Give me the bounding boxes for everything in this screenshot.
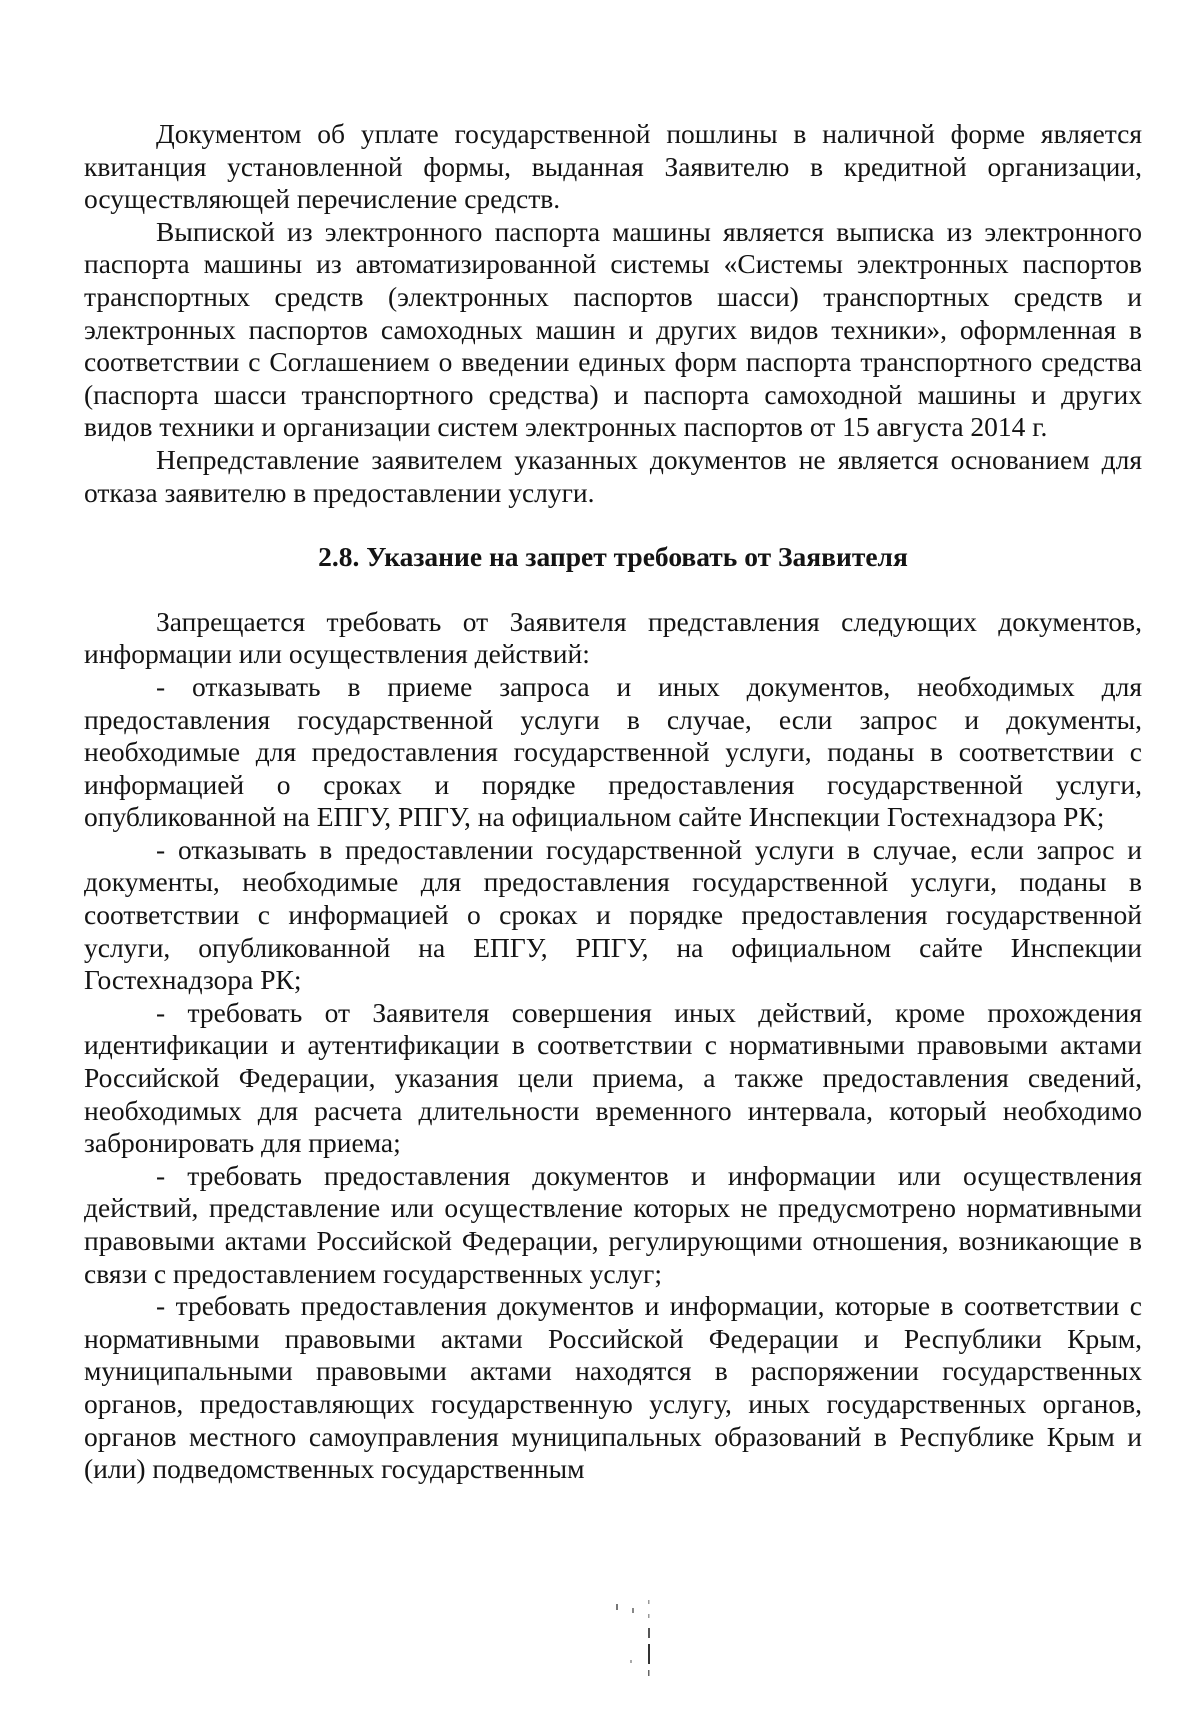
paragraph-payment-receipt: Документом об уплате государственной пошлины в наличной форме является квитанция установленной формы, выданная Заявителю в кредитной организации, осуществляющей перечисление средств. [84, 118, 1142, 215]
list-item-refuse-provision: - отказывать в предоставлении государственной услуги в случае, если запрос и документы, необходимые для предоставления государственной услуги, поданы в соответствии с информацией о сроках и порядке предоставления государственной услуги, опубликованной на ЕПГУ, РПГУ, на официальном сайте Инспекции Гостехнадзора РК; [84, 833, 1142, 996]
scan-artifact-marks [590, 1600, 680, 1680]
list-item-other-actions: - требовать от Заявителя совершения иных действий, кроме прохождения идентификации и аутентификации в соответствии с нормативными правовыми актами Российской Федерации, указания цели приема, а также предоставления сведений, необходимых для расчета длительности временного интервала, который необходимо забронировать для приема; [84, 996, 1142, 1159]
spacer [84, 509, 1142, 541]
list-item-unregulated-documents: - требовать предоставления документов и информации или осуществления действий, представление или осуществление которых не предусмотрено нормативными правовыми актами Российской Федерации, регулирующими отношения, возникающие в связи с предоставлением государственных услуг; [84, 1159, 1142, 1289]
paragraph-prohibition-intro: Запрещается требовать от Заявителя представления следующих документов, информации или осуществления действий: [84, 605, 1142, 670]
spacer [84, 574, 1142, 606]
document-page [84, 118, 1142, 1486]
list-item-documents-held-by-agencies: - требовать предоставления документов и информации, которые в соответствии с нормативными правовыми актами Российской Федерации и Республики Крым, муниципальными правовыми актами находятся в распоряжении государственных органов, предоставляющих государственную услугу, иных государственных органов, органов местного самоуправления муниципальных образований в Республике Крым и (или) подведомственных государственным [84, 1290, 1142, 1485]
list-item-refuse-acceptance: - отказывать в приеме запроса и иных документов, необходимых для предоставления государственной услуги в случае, если запрос и документы, необходимые для предоставления государственной услуги, поданы в соответствии с информацией о сроках и порядке предоставления государственной услуги, опубликованной на ЕПГУ, РПГУ, на официальном сайте Инспекции Гостехнадзора РК; [84, 670, 1142, 833]
paragraph-non-submission: Непредставление заявителем указанных документов не является основанием для отказа заявителю в предоставлении услуги. [84, 443, 1142, 508]
paragraph-electronic-passport-extract: Выпиской из электронного паспорта машины является выписка из электронного паспорта машины из автоматизированной системы «Системы электронных паспортов транспортных средств (электронных паспортов шасси) транспортных средств и электронных паспортов самоходных машин и других видов техники», оформленная в соответствии с Соглашением о введении единых форм паспорта транспортного средства (паспорта шасси транспортного средства) и паспорта самоходной машины и других видов техники и организации систем электронных паспортов от 15 августа 2014 г. [84, 215, 1142, 443]
section-heading: 2.8. Указание на запрет требовать от Заявителя [318, 541, 908, 573]
